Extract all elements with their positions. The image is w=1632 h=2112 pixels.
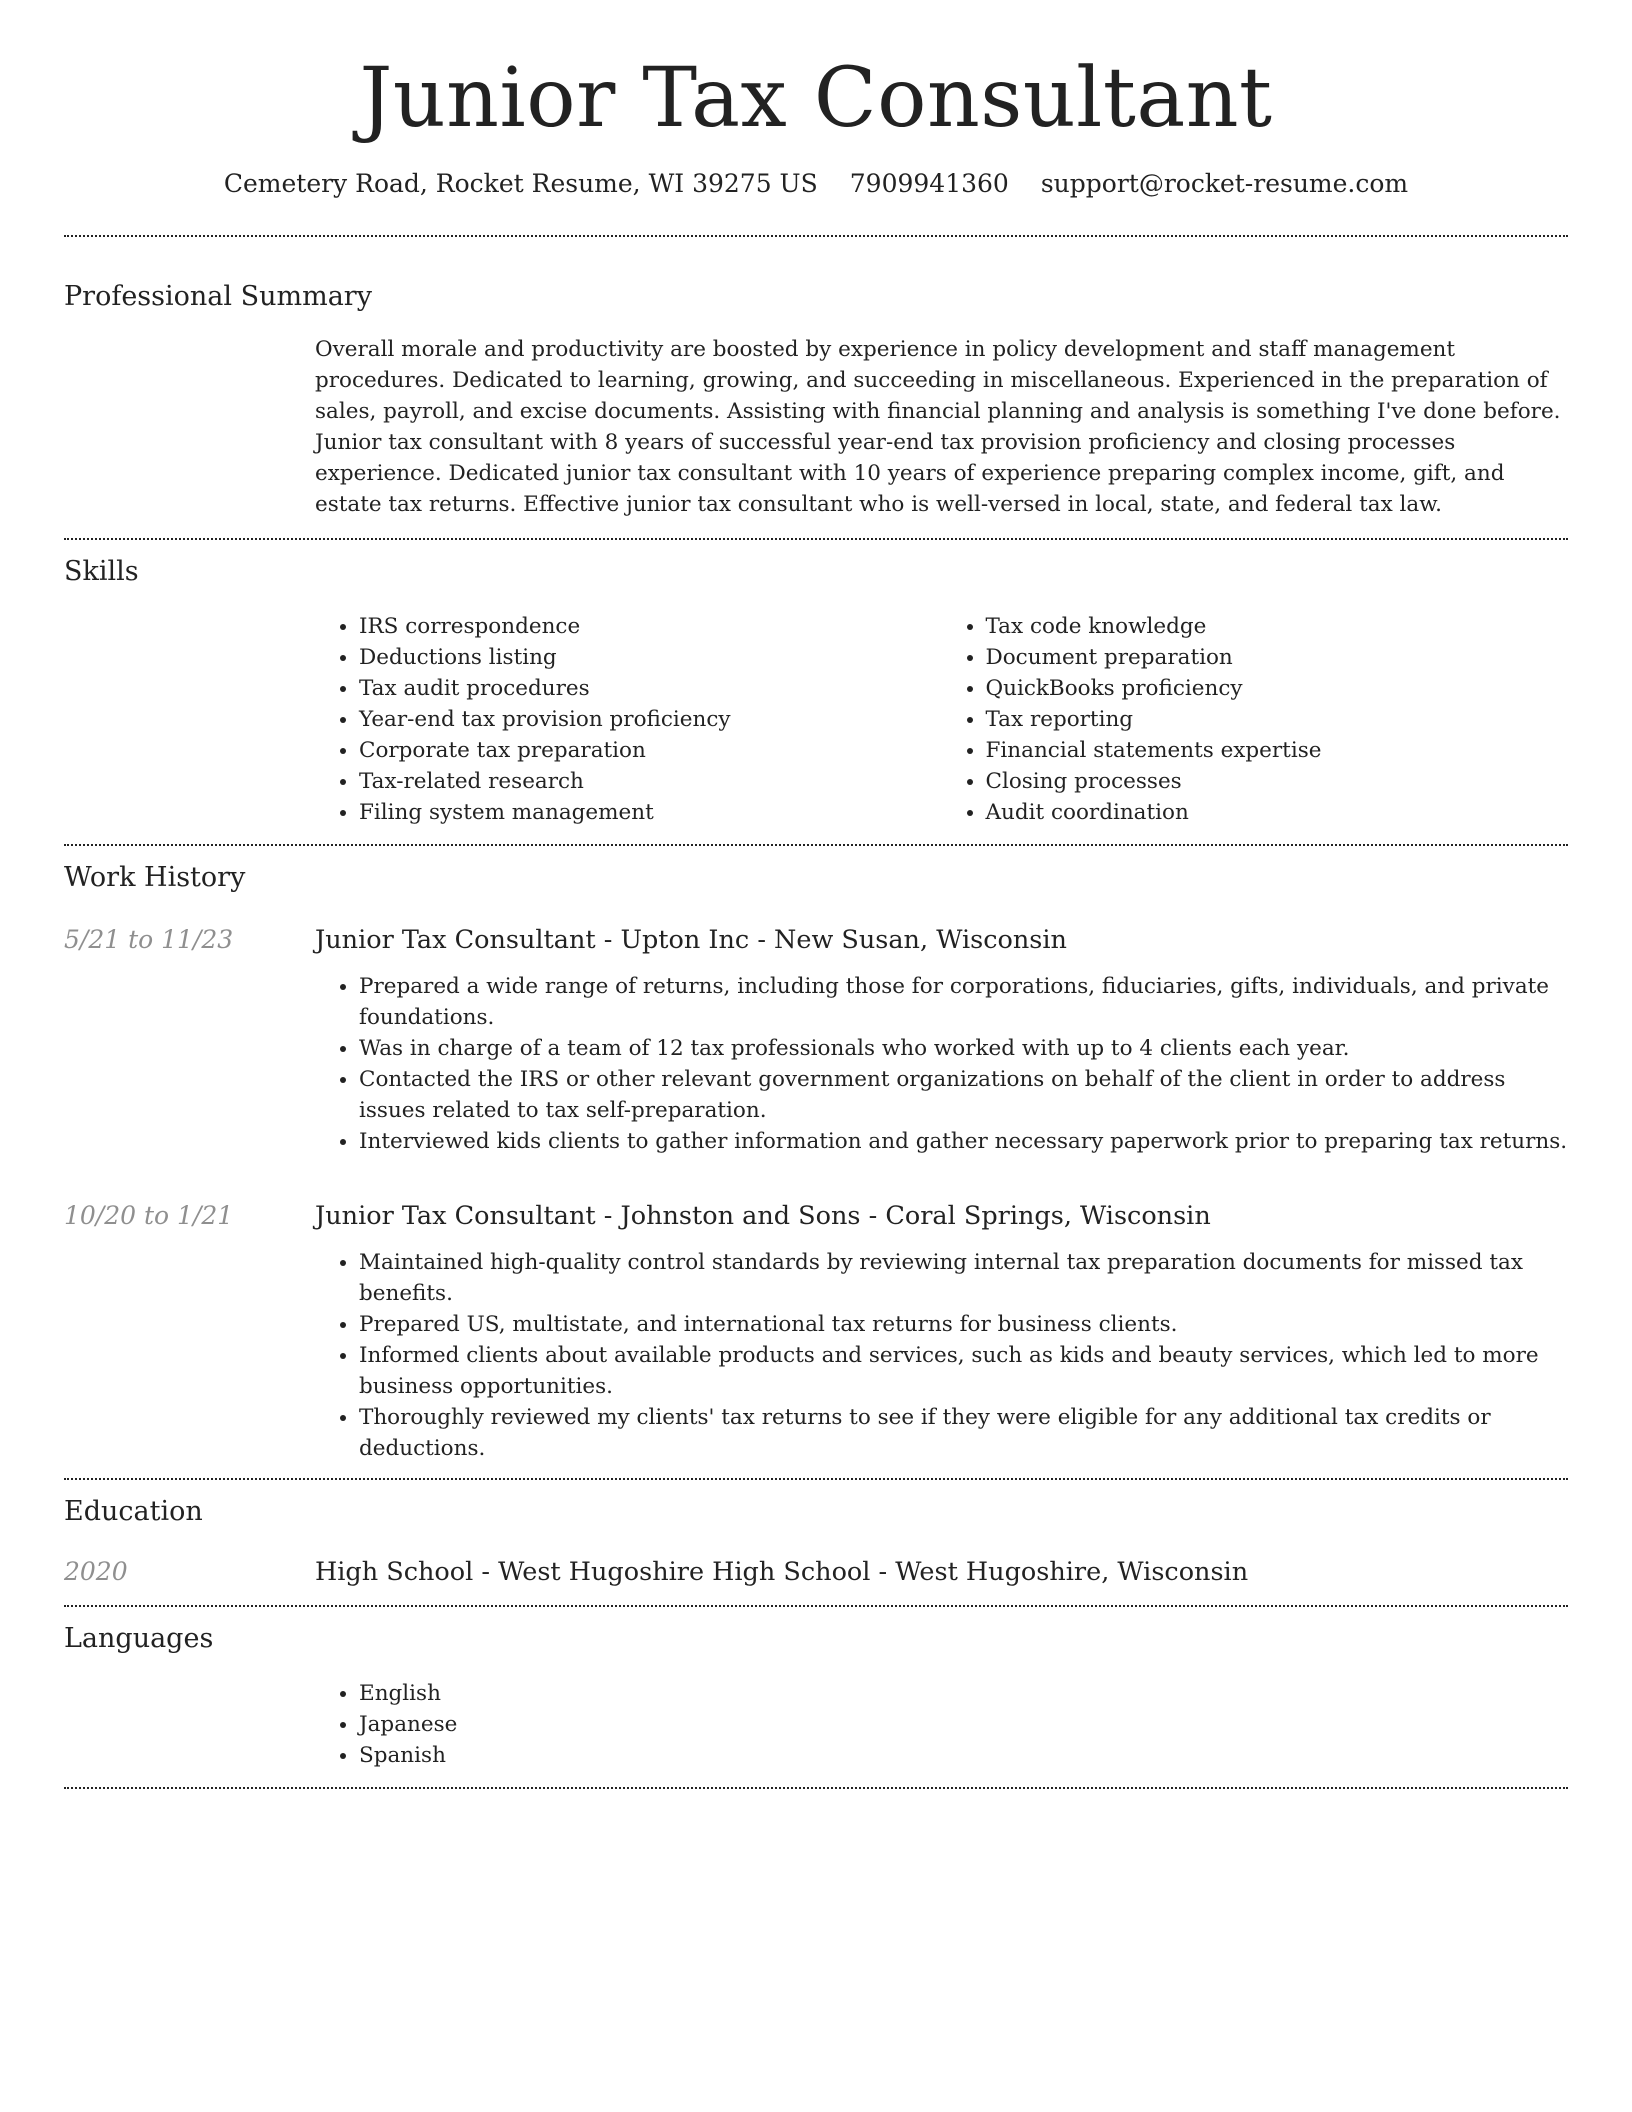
job-dates: 5/21 to 11/23 (64, 925, 234, 955)
skill-item: • Audit coordination (986, 797, 1569, 828)
job-bullet: • Prepared US, multistate, and international tax returns for business clients. (359, 1309, 1568, 1340)
job-bullet: • Informed clients about available products and services, such as kids and beauty services, which led to more business opportunities. (359, 1340, 1568, 1402)
skills-grid (315, 611, 1568, 828)
job-entry (64, 923, 1568, 1157)
job-dates: 10/20 to 1/21 (64, 1201, 234, 1231)
skill-item: • Tax audit procedures (359, 673, 942, 704)
summary-text: Overall morale and productivity are boosted by experience in policy development and staff management procedures. Dedicated to learning, growing, and succeeding in miscellaneous. Experienced in the preparation of sales, payroll, and excise documents. Assisting with financial planning and analysis is something I've done before. Junior tax consultant with 8 years of successful year-end tax provision proficiency and closing processes experience. Dedicated junior tax consultant with 10 years of experience preparing complex income, gift, and estate tax returns. Effective junior tax consultant who is well-versed in local, state, and federal tax law. (315, 336, 1561, 517)
skills-list-right (942, 611, 1569, 828)
language-item: • Japanese (359, 1709, 1568, 1740)
skill-item: • Year-end tax provision proficiency (359, 704, 942, 735)
languages-divider (64, 1787, 1568, 1789)
contact-phone: 7909941360 (849, 169, 1009, 199)
skill-item: • Document preparation (986, 642, 1569, 673)
language-item: • Spanish (359, 1740, 1568, 1771)
skill-item: • Closing processes (986, 766, 1569, 797)
skills-list-left (315, 611, 942, 828)
contact-line (64, 168, 1568, 201)
languages-list (315, 1678, 1568, 1771)
education-entry (64, 1555, 1568, 1589)
job-bullet: • Interviewed kids clients to gather information and gather necessary paperwork prior to preparing tax returns. (359, 1126, 1568, 1157)
skill-item: • Corporate tax preparation (359, 735, 942, 766)
job-bullets (315, 971, 1568, 1157)
job-body (315, 1199, 1568, 1464)
job-heading: Junior Tax Consultant - Upton Inc - New Susan, Wisconsin (315, 925, 1067, 956)
job-bullet: • Thoroughly reviewed my clients' tax returns to see if they were eligible for any additional tax credits or deductions. (359, 1402, 1568, 1464)
job-entry (64, 1199, 1568, 1464)
job-bullet: • Contacted the IRS or other relevant government organizations on behalf of the client in order to address issues related to tax self-preparation. (359, 1064, 1568, 1126)
section-title-education: Education (64, 1496, 203, 1528)
contact-email: support@rocket-resume.com (1040, 169, 1409, 199)
contact-address: Cemetery Road, Rocket Resume, WI 39275 US (223, 169, 818, 199)
job-bullet: • Was in charge of a team of 12 tax professionals who worked with up to 4 clients each year. (359, 1033, 1568, 1064)
resume-name-title: Junior Tax Consultant (359, 51, 1273, 146)
section-title-skills: Skills (64, 555, 139, 587)
skill-item: • IRS correspondence (359, 611, 942, 642)
section-title-work-history: Work History (64, 861, 246, 893)
job-bullet: • Maintained high-quality control standards by reviewing internal tax preparation documents for missed tax benefits. (359, 1247, 1568, 1309)
job-body (315, 923, 1568, 1157)
section-title-summary: Professional Summary (64, 280, 372, 312)
education-heading: High School - West Hugoshire High School - West Hugoshire, Wisconsin (315, 1557, 1249, 1588)
education-year: 2020 (64, 1557, 128, 1587)
section-title-languages: Languages (64, 1623, 214, 1655)
skill-item: • Financial statements expertise (986, 735, 1569, 766)
job-heading: Junior Tax Consultant - Johnston and Sons - Coral Springs, Wisconsin (315, 1201, 1211, 1232)
job-bullet: • Prepared a wide range of returns, including those for corporations, fiduciaries, gifts, individuals, and private foundations. (359, 971, 1568, 1033)
skill-item: • QuickBooks proficiency (986, 673, 1569, 704)
skill-item: • Tax code knowledge (986, 611, 1569, 642)
language-item: • English (359, 1678, 1568, 1709)
job-bullets (315, 1247, 1568, 1464)
skill-item: • Tax reporting (986, 704, 1569, 735)
skill-item: • Deductions listing (359, 642, 942, 673)
skill-item: • Filing system management (359, 797, 942, 828)
languages-bullets (315, 1678, 1568, 1771)
skill-item: • Tax-related research (359, 766, 942, 797)
